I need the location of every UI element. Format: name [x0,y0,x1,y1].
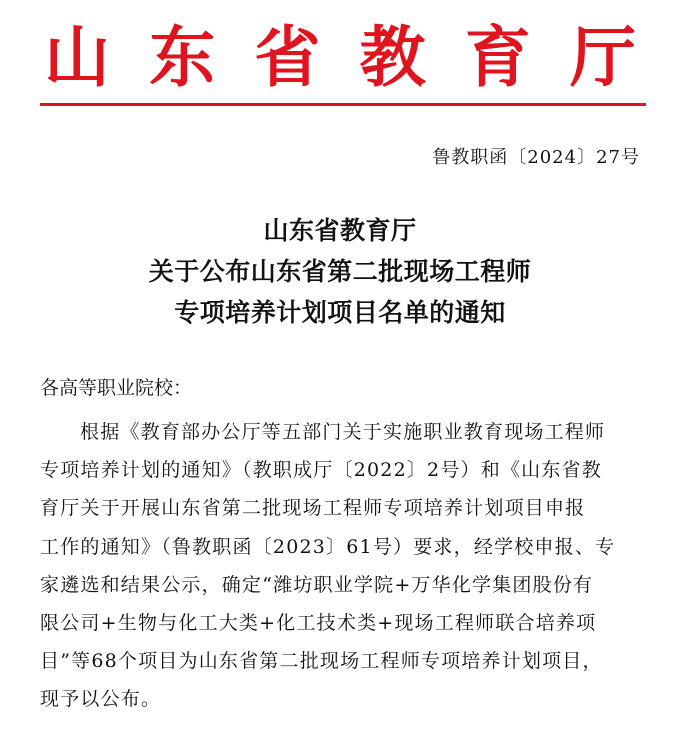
body-line: 育厅关于开展山东省第二批现场工程师专项培养计划项目申报 [40,497,586,520]
body-text [40,413,646,719]
body-line: 现予以公布。 [40,688,162,711]
body-line: 目”等68个项目为山东省第二批现场工程师专项培养计划项目， [40,650,603,673]
red-divider-line [40,103,646,106]
title-line: 山东省教育厅 [263,216,417,245]
letterhead-char: 山 [44,18,110,96]
letterhead-char: 东 [149,18,216,96]
title-line: 关于公布山东省第二批现场工程师 [148,257,532,286]
body-line: 专项培养计划的通知》（教职成厅〔2022〕2号）和《山东省教 [40,459,602,482]
letterhead-char: 省 [254,18,321,96]
salutation: 各高等职业院校： [40,377,193,399]
letterhead-char: 育 [464,18,531,96]
body-line: 根据《教育部办公厅等五部门关于实施职业教育现场工程师 [80,421,606,443]
letterhead [0,18,680,96]
letterhead-char: 教 [359,18,426,96]
document-title [0,210,680,333]
document-number: 鲁教职函〔2024〕27号 [432,147,640,168]
body-line: 限公司+生物与化工大类+化工技术类+现场工程师联合培养项 [40,611,597,634]
letterhead-char: 厅 [569,18,636,96]
body-line: 工作的通知》（鲁教职函〔2023〕61号）要求，经学校申报、专 [40,535,616,558]
title-line: 专项培养计划项目名单的通知 [174,298,506,327]
body-line: 家遴选和结果公示，确定“潍坊职业学院+万华化学集团股份有 [40,573,594,596]
